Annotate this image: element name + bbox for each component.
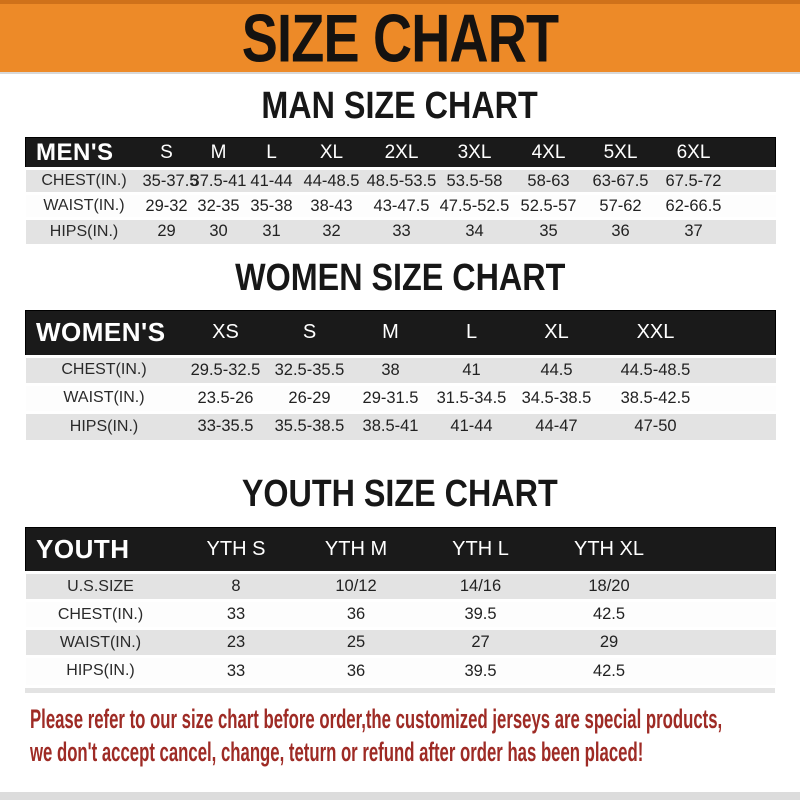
row-spacer — [731, 169, 776, 194]
size-value: 38-43 — [310, 196, 353, 215]
size-value: 23 — [226, 633, 246, 651]
row-label: WAIST(IN.) — [59, 633, 142, 651]
size-column-header: XXL — [636, 321, 675, 343]
size-value: 36 — [346, 661, 366, 680]
size-column-header: 3XL — [457, 141, 492, 163]
table-row — [26, 384, 776, 412]
table-header — [26, 310, 776, 356]
order-notice — [30, 703, 800, 769]
size-column-header: S — [302, 321, 317, 343]
size-value: 25 — [346, 633, 366, 651]
size-value: 44-47 — [535, 417, 578, 436]
row-label: HIPS(IN.) — [69, 417, 139, 435]
size-value: 35.5-38.5 — [274, 417, 345, 436]
youth-size-chart-section — [0, 472, 800, 693]
men-size-table — [25, 137, 776, 244]
size-value: 47.5-52.5 — [439, 196, 510, 215]
header-row — [26, 310, 776, 356]
banner — [0, 0, 800, 76]
size-value: 43-47.5 — [373, 196, 430, 215]
size-value: 33 — [226, 661, 246, 680]
header-row — [26, 138, 776, 169]
size-value: 35 — [539, 222, 558, 241]
size-value: 63-67.5 — [592, 171, 649, 190]
size-value: 23.5-26 — [197, 388, 254, 407]
row-label: CHEST(IN.) — [61, 361, 147, 378]
size-value: 44.5 — [540, 360, 573, 379]
size-column-header: YTH L — [452, 538, 509, 560]
row-spacer — [673, 601, 776, 629]
size-value: 26-29 — [288, 388, 331, 407]
size-value: 44.5-48.5 — [620, 360, 691, 379]
row-spacer — [673, 629, 776, 657]
table-body — [26, 169, 776, 244]
size-value: 33 — [392, 222, 411, 241]
size-column-header: L — [465, 321, 478, 343]
table-header — [26, 528, 776, 573]
size-value: 41-44 — [450, 417, 493, 436]
size-value: 38.5-42.5 — [620, 388, 691, 407]
table-row — [26, 356, 776, 384]
size-value: 18/20 — [588, 577, 630, 595]
size-column-header: YTH S — [206, 538, 266, 560]
size-value: 33-35.5 — [197, 417, 254, 436]
size-column-header: 6XL — [676, 141, 711, 163]
row-spacer — [711, 412, 776, 440]
size-value: 52.5-57 — [520, 196, 577, 215]
size-value: 30 — [209, 222, 228, 241]
row-spacer — [673, 657, 776, 685]
size-value: 62-66.5 — [665, 196, 722, 215]
size-column-header: XL — [319, 141, 344, 163]
size-value: 42.5 — [592, 605, 626, 623]
size-value: 8 — [231, 577, 241, 595]
row-label: CHEST(IN.) — [57, 605, 144, 623]
size-value: 32.5-35.5 — [274, 360, 345, 379]
table-row — [26, 194, 776, 219]
size-value: 27 — [471, 633, 490, 651]
table-header — [26, 138, 776, 169]
header-spacer — [731, 138, 776, 169]
size-column-header: YTH XL — [573, 538, 645, 560]
man-section-heading: MAN SIZE CHART — [261, 85, 539, 127]
group-label: WOMEN'S — [36, 317, 166, 347]
size-value: 47-50 — [634, 417, 677, 436]
size-value: 14/16 — [459, 577, 502, 595]
size-value: 34.5-38.5 — [521, 388, 592, 407]
size-value: 29.5-32.5 — [190, 360, 261, 379]
size-value: 38.5-41 — [362, 417, 419, 436]
table-row — [26, 601, 776, 629]
size-value: 39.5 — [464, 661, 497, 680]
size-column-header: 4XL — [531, 141, 566, 163]
youth-size-table — [25, 527, 776, 685]
row-spacer — [711, 384, 776, 412]
table-body — [26, 356, 776, 440]
size-value: 29-32 — [145, 196, 188, 215]
man-size-chart-section — [0, 84, 800, 244]
table-row — [26, 412, 776, 440]
size-value: 37 — [684, 222, 703, 241]
row-spacer — [731, 194, 776, 219]
size-column-header: M — [382, 321, 399, 343]
size-value: 29 — [157, 222, 176, 241]
size-value: 31.5-34.5 — [436, 388, 507, 407]
women-size-table — [25, 310, 776, 441]
row-label: HIPS(IN.) — [66, 662, 135, 680]
size-value: 39.5 — [464, 605, 497, 623]
size-value: 67.5-72 — [665, 171, 722, 190]
table-row — [26, 219, 776, 244]
bottom-edge-strip — [0, 792, 800, 800]
size-column-header: XS — [212, 321, 239, 343]
table-row — [26, 657, 776, 685]
row-label: WAIST(IN.) — [63, 389, 145, 406]
table-row — [26, 629, 776, 657]
row-label: U.S.SIZE — [67, 577, 134, 595]
size-column-header: S — [160, 141, 173, 163]
women-size-table-host — [25, 310, 775, 441]
size-value: 10/12 — [335, 577, 377, 595]
header-spacer — [711, 310, 776, 356]
size-value: 32-35 — [197, 196, 240, 215]
size-value: 48.5-53.5 — [366, 171, 437, 190]
size-value: 41-44 — [250, 171, 293, 190]
size-column-header: YTH M — [324, 538, 388, 560]
size-value: 32 — [322, 222, 341, 241]
women-section-heading: WOMEN SIZE CHART — [234, 256, 566, 299]
youth-size-table-host — [25, 527, 775, 693]
row-label: WAIST(IN.) — [43, 197, 125, 214]
size-column-header: L — [266, 141, 277, 163]
size-value: 35-37.5 — [142, 171, 199, 190]
group-label: YOUTH — [36, 534, 130, 564]
size-value: 58-63 — [527, 171, 570, 190]
youth-section-heading: YOUTH SIZE CHART — [242, 473, 558, 515]
table-row — [26, 573, 776, 601]
row-label: HIPS(IN.) — [49, 222, 119, 240]
header-row — [26, 528, 776, 573]
size-value: 37.5-41 — [190, 171, 247, 190]
size-value: 33 — [226, 605, 246, 623]
size-value: 41 — [462, 360, 481, 379]
size-value: 38 — [381, 360, 400, 379]
size-value: 36 — [346, 605, 366, 623]
size-column-header: M — [210, 141, 227, 163]
size-column-header: 5XL — [603, 141, 638, 163]
size-value: 29-31.5 — [362, 388, 419, 407]
group-label: MEN'S — [36, 138, 114, 166]
size-column-header: 2XL — [384, 141, 419, 163]
size-column-header: XL — [544, 321, 569, 343]
size-value: 35-38 — [250, 196, 293, 215]
size-value: 34 — [465, 222, 484, 241]
row-spacer — [711, 356, 776, 384]
women-size-chart-section — [0, 256, 800, 441]
table-end-strip — [25, 688, 775, 693]
notice-line-2: we don't accept cancel, change, teturn or refund after order has been placed! — [30, 736, 644, 767]
row-spacer — [731, 219, 776, 244]
men-size-table-host — [25, 137, 775, 244]
table-body — [26, 573, 776, 685]
row-label: CHEST(IN.) — [41, 172, 127, 189]
size-value: 29 — [599, 633, 619, 651]
header-spacer — [673, 528, 776, 573]
table-row — [26, 169, 776, 194]
banner-title: SIZE CHART — [241, 0, 559, 76]
size-value: 31 — [262, 222, 281, 241]
size-value: 44-48.5 — [303, 171, 360, 190]
row-spacer — [673, 573, 776, 601]
size-value: 42.5 — [592, 661, 626, 680]
size-value: 57-62 — [599, 196, 642, 215]
notice-line-1: Please refer to our size chart before order,the customized jerseys are special products, — [30, 703, 723, 734]
size-value: 53.5-58 — [446, 171, 503, 190]
size-value: 36 — [611, 222, 630, 241]
